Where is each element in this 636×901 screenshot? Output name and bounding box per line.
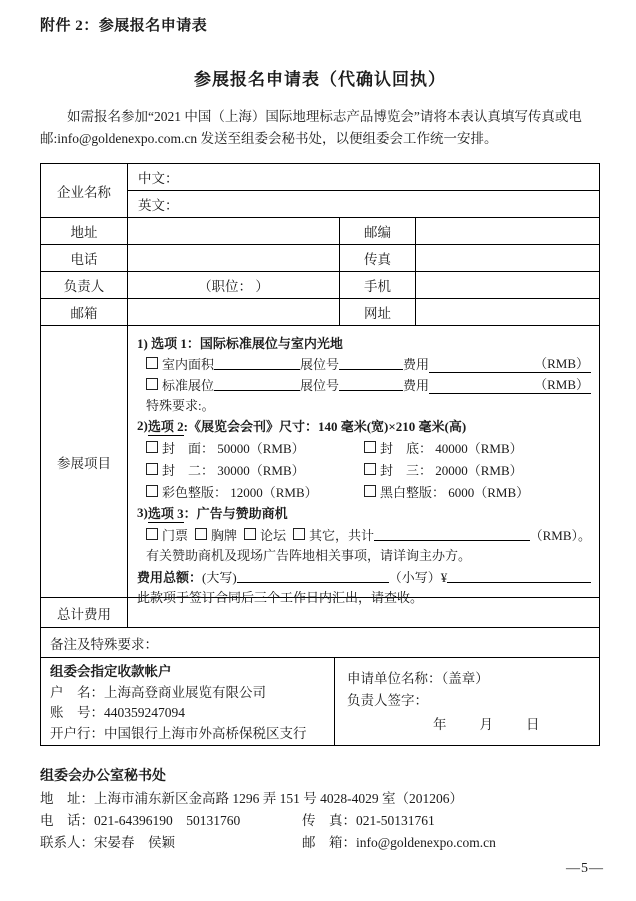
total-fee-field[interactable] (127, 598, 599, 627)
signature-block (334, 658, 599, 745)
fax-label: 传真 (339, 245, 415, 271)
pub-item-label: 封 底： 40000（RMB） (380, 440, 523, 456)
bank-account-name: 户 名：上海高登商业展览有限公司 (50, 684, 266, 700)
secretariat-fax: 传 真：021-50131761 (302, 813, 435, 828)
checkbox-color-page-icon[interactable] (146, 485, 158, 497)
website-label: 网址 (339, 299, 415, 325)
exhibition-items-content (127, 326, 599, 605)
bank-account-number: 账 号：440359247094 (50, 705, 185, 720)
signature-label[interactable]: 负责人签字： (347, 693, 428, 708)
email-row (41, 298, 599, 325)
option1-title: 1) 选项 1：国际标准展位与室内光地 (137, 336, 343, 351)
fax-field[interactable] (415, 245, 599, 271)
checkbox-bw-page-icon[interactable] (364, 485, 376, 497)
option2-title: 2) 选项 2 :《展览会会刊》尺寸：140 毫米(宽)×210 毫米(高) (137, 417, 467, 434)
standard-area-fill-line (214, 390, 300, 391)
fee-fill-line: （RMB） (429, 353, 591, 373)
position-field[interactable]: （职位： ） (127, 272, 339, 298)
pub-item-cover (146, 438, 364, 457)
indoor-area-fill-line (214, 369, 300, 370)
company-name-values (127, 164, 599, 217)
daxie-label: (大写) (202, 570, 237, 585)
exhibition-items-label: 参展项目 (57, 455, 111, 471)
pub-item-label: 彩色整版： 12000（RMB） (162, 484, 318, 500)
sponsor-total-fill-line (374, 540, 530, 541)
pub-item-bw-page (364, 482, 529, 501)
secretariat-block (40, 766, 600, 854)
phone-field[interactable] (127, 245, 339, 271)
remarks-field[interactable]: 备注及特殊要求： (50, 636, 158, 652)
zipcode-field[interactable] (415, 218, 599, 244)
badge-label: 胸牌 (211, 528, 238, 543)
forum-label: 论坛 (260, 528, 287, 543)
pub-item-inside-back (364, 460, 523, 479)
checkbox-cover-two-icon[interactable] (146, 463, 158, 475)
pub-item-label: 封 面： 50000（RMB） (162, 440, 305, 456)
address-row (41, 217, 599, 244)
booth-no-label2: 展位号 (300, 378, 340, 393)
mobile-label: 手机 (339, 272, 415, 298)
secretariat-contact: 联系人：宋晏春 侯颖 (40, 835, 175, 850)
sponsor-checkbox-line (137, 523, 591, 544)
xiaoxie-fill-line (447, 582, 591, 583)
bank-block-title: 组委会指定收款帐户 (50, 664, 172, 679)
checkbox-other-icon[interactable] (293, 528, 305, 540)
indoor-area-label: 室内面积 (162, 357, 215, 372)
option1-indoor-line (137, 352, 591, 373)
secretariat-address: 地 址：上海市浦东新区金高路 1296 弄 151 号 4028-4029 室（201206） (40, 791, 463, 806)
publication-row-2 (137, 458, 591, 480)
sponsor-note: 有关赞助商机及现场广告阵地相关事项，请详询主办方。 (146, 548, 472, 563)
checkbox-indoor-area-icon[interactable] (146, 357, 158, 369)
secretariat-contact-email (40, 832, 600, 854)
standard-booth-label: 标准展位 (162, 378, 215, 393)
website-field[interactable] (415, 299, 599, 325)
pub-item-label: 封 二： 30000（RMB） (162, 462, 305, 478)
secretariat-phone-fax (40, 810, 600, 832)
publication-row-1 (137, 436, 591, 458)
bank-branch: 开户行：中国银行上海市外高桥保税区支行 (50, 725, 307, 741)
email-label: 邮箱 (70, 306, 98, 321)
company-cn-field[interactable]: 中文： (138, 171, 179, 186)
pub-item-color-page (146, 482, 364, 501)
pub-item-inside-front (146, 460, 364, 479)
sponsor-rmb-label: （RMB）。 (529, 528, 591, 543)
company-name-row (41, 164, 599, 217)
secretariat-email: 邮 箱：info@goldenexpo.com.cn (302, 835, 496, 850)
company-en-field[interactable]: 英文： (128, 190, 599, 217)
attachment-title: 附件 2：参展报名申请表 (40, 18, 208, 34)
secretariat-phone: 电 话：021-64396190 50131760 (40, 813, 241, 828)
address-label: 地址 (70, 225, 98, 240)
pub-item-label: 黑白整版： 6000（RMB） (380, 484, 530, 500)
pub-item-label: 封 三： 20000（RMB） (380, 462, 523, 478)
mobile-field[interactable] (415, 272, 599, 298)
page-title: 参展报名申请表（代确认回执） (194, 70, 446, 89)
bank-account-block (41, 658, 334, 745)
address-field[interactable] (127, 218, 339, 244)
remarks-row (41, 627, 599, 657)
checkbox-cover-back-icon[interactable] (364, 441, 376, 453)
phone-label: 电话 (70, 252, 98, 267)
total-fee-row (41, 597, 599, 627)
email-field[interactable] (127, 299, 339, 325)
xiaoxie-label: （小写）¥ (388, 570, 448, 585)
checkbox-ticket-icon[interactable] (146, 528, 158, 540)
fee-label: 费用 (403, 357, 430, 372)
checkbox-forum-icon[interactable] (244, 528, 256, 540)
registration-table (40, 163, 600, 746)
daxie-fill-line (237, 582, 389, 583)
bank-signature-row (41, 657, 599, 745)
remit-note: 此款项于签订合同后三个工作日内汇出，请查收。 (137, 590, 424, 605)
fee-label2: 费用 (403, 378, 430, 393)
checkbox-badge-icon[interactable] (195, 528, 207, 540)
option1-standard-line (137, 373, 591, 394)
date-fields[interactable]: 年 月 日 (433, 717, 542, 732)
page-number: —5— (566, 861, 604, 876)
fee-total-line (137, 565, 591, 586)
booth-no-label: 展位号 (300, 357, 340, 372)
checkbox-cover-three-icon[interactable] (364, 463, 376, 475)
person-row (41, 271, 599, 298)
fee-fill-line2: （RMB） (429, 374, 591, 394)
exhibition-items-row (41, 325, 599, 605)
company-name-label: 企业名称 (57, 184, 111, 200)
person-label: 负责人 (63, 279, 105, 294)
pub-item-back (364, 438, 523, 457)
zipcode-label: 邮编 (339, 218, 415, 244)
fee-total-label: 费用总额： (137, 570, 203, 585)
total-fee-label: 总计费用 (57, 606, 111, 622)
other-total-label: 其它，共计 (309, 528, 375, 543)
booth-no-fill-line (339, 369, 403, 370)
publication-row-3 (137, 480, 591, 502)
intro-paragraph: 如需报名参加“2021 中国（上海）国际地理标志产品博览会”请将本表认真填写传真或电邮:info@goldenexpo.com.cn 发送至组委会秘书处，以便组委会工作统一安排。 (40, 109, 582, 146)
option3-title: 3) 选项 3 ：广告与赞助商机 (137, 504, 288, 521)
checkbox-cover-front-icon[interactable] (146, 441, 158, 453)
special-requirements-line: 特殊要求:。 (146, 398, 215, 413)
secretariat-title: 组委会办公室秘书处 (40, 769, 166, 784)
applicant-name-label: 申请单位名称：（盖章） (347, 671, 489, 686)
booth-no-fill-line2 (339, 390, 403, 391)
ticket-label: 门票 (162, 528, 189, 543)
phone-row (41, 244, 599, 271)
checkbox-standard-booth-icon[interactable] (146, 378, 158, 390)
